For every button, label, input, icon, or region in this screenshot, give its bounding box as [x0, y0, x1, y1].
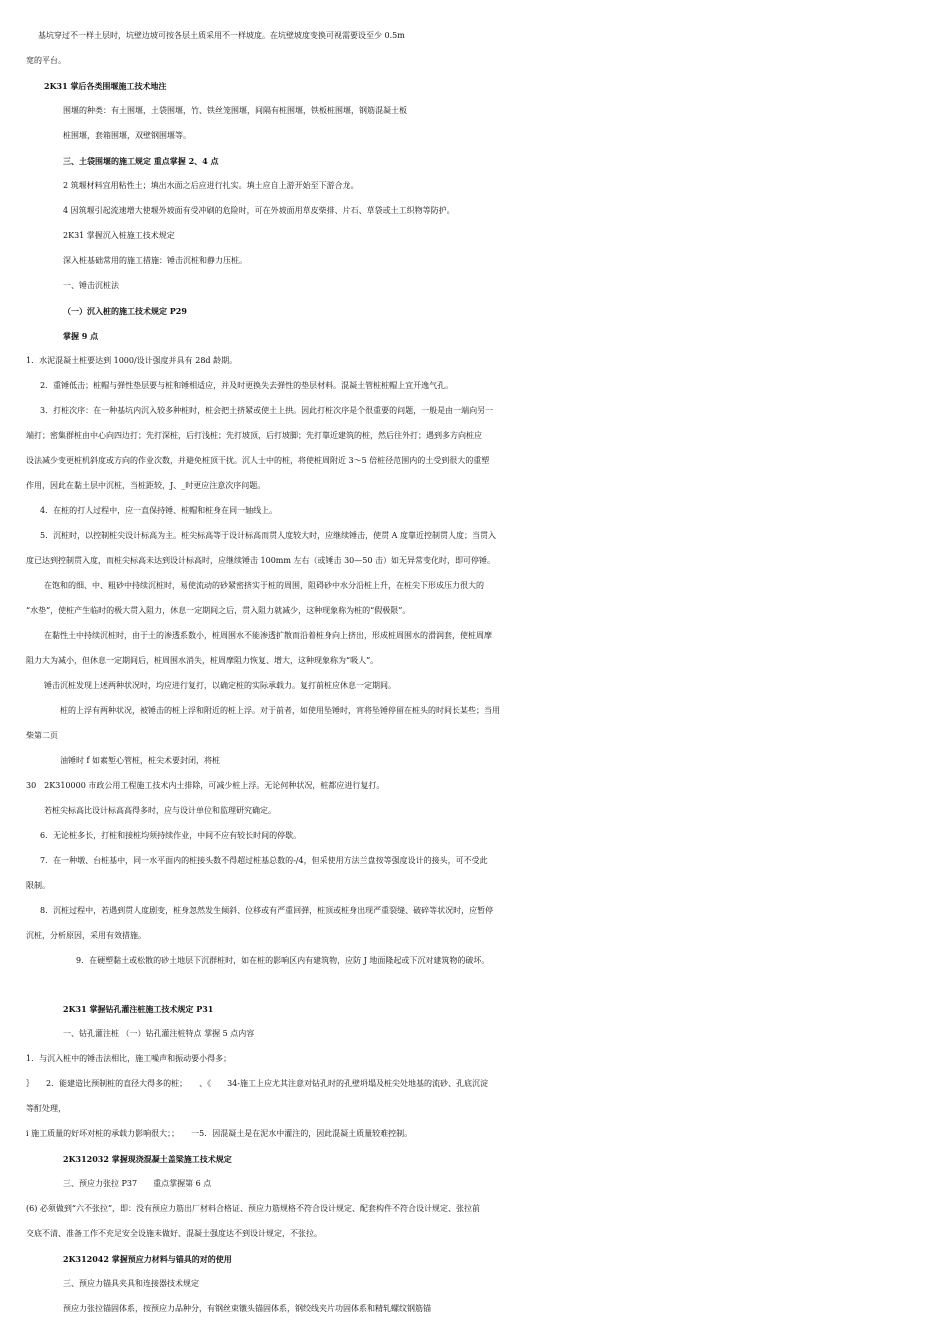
text-line: 在饱和的细、中、粗砂中持续沉桩时，易使流动的砂紧密挤实于桩的周围，阻碍砂中水分沿桩上升，在桩尖下形成压力很大的	[44, 581, 484, 590]
text-line: 设法减少变更桩机斜度或方向的作业次数，并避免桩顶干扰。沉人士中的桩，将使桩周附近 3～5 倍桩径范围内的土受到很大的重塑	[26, 456, 490, 465]
text-line: “水垫”，使桩产生临时的极大贯入阻力，休息一定期间之后，贯入阻力就减少，这种现象称为桩的“假极限”。	[26, 606, 411, 615]
text-line: 柴第二页	[26, 731, 58, 740]
text-line: 限制。	[26, 881, 50, 890]
text-line: 1．水泥混凝土桩要达到 1000/设计强度并具有 28d 龄期。	[26, 356, 238, 365]
text-line: ｝ 2．能建造比预制桩的直径大得多的桩； 、《 34-施工上应尤其注意对钻孔时的孔壁坍塌及桩尖处地基的流砂、孔底沉淀	[26, 1079, 488, 1088]
text-line: 4 因筑堰引起流速增大使堰外坡面有受冲刷的危险时，可在外坡面用草皮柴排、片石、草袋或土工织物等防护。	[63, 206, 455, 215]
text-line: 一、钻孔灌注桩 （一）钻孔灌注桩特点 掌握 5 点内容	[63, 1029, 255, 1038]
text-line: 2K31 掌握沉入桩施工技术规定	[63, 231, 175, 240]
text-line: 宽的平台。	[26, 56, 66, 65]
text-line: 一、锤击沉桩法	[63, 281, 119, 290]
text-line: 6．无论桩多长，打桩和接桩均须持续作业，中间不应有较长时间的停歇。	[40, 831, 302, 840]
text-line: 3．打桩次序：在一种基坑内沉入较多种桩时，桩会把土挤紧或使土上拱。因此打桩次序是个很重要的问题，一般是由一端向另一	[40, 406, 494, 415]
text-line: 30 2K310000 市政公用工程施工技术内土排除，可减少桩上浮。无论何种状况，桩都应进行复打。	[26, 781, 385, 790]
text-line: 桩的上浮有两种状况，被锤击的桩上浮和附近的桩上浮。对于前者，如使用坠锤时，宵将坠锤停留在桩头的时间长某些；当用	[60, 706, 500, 715]
text-line: 作用，因此在黏土层中沉桩，当桩距较，J、_时更应注意次序问题。	[26, 481, 266, 490]
section-heading: 2K312042 掌握预应力材料与锚具的对的使用	[63, 1254, 232, 1264]
section-heading: 2K31 掌握钻孔灌注桩施工技术规定 P31	[63, 1004, 214, 1014]
section-heading: 2K31 掌后各类围堰施工技术地注	[44, 81, 167, 91]
text-line: 深入桩基础常用的施工措施：锤击沉桩和静力压桩。	[63, 256, 247, 265]
section-heading: 三、土袋围堰的施工规定 重点掌握 2、4 点	[63, 156, 219, 166]
text-line: 阻力大为减小，但休息一定期间后，桩周围水消失，桩周摩阻力恢复、增大，这种现象称为“吸人”。	[26, 656, 379, 665]
text-line: 预应力张拉锚固体系，按预应力品种分，有钢丝束镦头锚固体系，钢绞线夹片功固体系和精轧螺纹钢筋锚	[63, 1304, 431, 1313]
text-line: 8．沉桩过程中，若遇到贯人度剧变，桩身忽然发生倾斜、位移或有严重回弹，桩顶或桩身出现严重裂缝、破碎等状况时，应暂停	[40, 906, 494, 915]
text-line: 基坑穿过不一样土层时，坑壁边坡可按各层土质采用不一样坡度。在坑壁坡度变换可视需要设至少 0.5m	[38, 31, 405, 40]
text-line: (6) 必须做到“六不张拉”，即：没有预应力筋出厂材料合格证、预应力筋规格不符合设计规定、配套构件不符合设计规定、张拉前	[26, 1204, 481, 1213]
text-line: 锤击沉桩发现上述两种状况时，均应进行复打，以确定桩的实际承载力。复打前桩应休息一定期间。	[44, 681, 396, 690]
text-line: 5．沉桩时，以控制桩尖设计标高为主。桩尖标高等于设计标高而贯人度较大时，应继续锤击，使贯 A 度靠近控制贯人度；当贯入	[40, 531, 496, 540]
text-line: 2 筑堰材料宜用粘性土；填出水面之后应进行扎实。填土应自上游开始至下游合龙。	[63, 181, 359, 190]
section-heading: 2K312032 掌握现浇混凝土盖梁施工技术规定	[63, 1154, 232, 1164]
text-line: 4．在桩的打人过程中，应一直保持锤、桩帽和桩身在同一轴线上。	[40, 506, 278, 515]
text-line: 油锤时 f 如素堑心管桩，桩尖术要封闭，将桩	[60, 756, 221, 765]
text-line: 三、预应力锚具夹具和连接器技术规定	[63, 1279, 199, 1288]
text-line: 2．重锤低击；桩帽与弹性垫层要与桩和锤相适应，并及时更换失去弹性的垫层材料。混凝土管桩桩帽上宜开逸气孔。	[40, 381, 454, 390]
text-line: 沉桩，分析原因，采用有效措施。	[26, 931, 146, 940]
text-line: i 施工质量的好坏对桩的承载力影响很大；； 一5．因混凝土是在泥水中灌注的，因此混凝土质量较难控制。	[26, 1129, 413, 1138]
text-line: 度已达到控制贯入度，而桩尖标高未达到设计标高时，应继续锤击 100mm 左右（或锤击 30—50 击）如无异常变化时，即可停锤。	[26, 556, 495, 565]
section-heading: （一）沉入桩的施工技术规定 P29	[63, 306, 187, 316]
text-line: 端打；密集群桩由中心向四边打；先打深桩，后打浅桩；先打坡顶，后打坡脚；先打靠近建筑的桩，然后往外打；遇到多方向桩应	[26, 431, 482, 440]
text-line: 等酊处理，	[26, 1104, 66, 1113]
text-line: 在黏性土中持续沉桩时，由于土的渗透系数小，桩周围水不能渗透扩散而沿着桩身向上挤出，形成桩周围水的滑润套，使桩周摩	[44, 631, 492, 640]
text-line: 1．与沉入桩中的锤击法相比，施工噪声和振动要小得多；	[26, 1054, 232, 1063]
text-line: 9．在硬塑黏土或松散的砂土地层下沉群桩时，如在桩的影响区内有建筑物，应防 J 地面隆起或下沉对建筑物的破坏。	[76, 956, 490, 965]
text-line: 桩围堰，套箱围堰，双壁钢围堰等。	[63, 131, 191, 140]
text-line: 交底不清、准备工作不充足安全设施未做好、混凝土强度达不到设计规定，不张拉。	[26, 1229, 322, 1238]
text-line: 若桩尖标高比设计标高高得多时，应与设计单位和监理研究确定。	[44, 806, 276, 815]
text-line: 围堰的种类：有土围堰，土袋围堰，竹、铁丝笼围堰，间隔有桩围堰，铁板桩围堰，钢筋混凝土板	[63, 106, 407, 115]
text-line: 三、预应力张拉 P37 重点掌握第 6 点	[63, 1179, 212, 1188]
section-heading: 掌握 9 点	[63, 331, 99, 341]
text-line: 7．在一种墩、台桩基中，同一水平面内的桩接头数不得超过桩基总数的-/4，但采使用方法兰盘按等强度设计的接头，可不受此	[40, 856, 488, 865]
